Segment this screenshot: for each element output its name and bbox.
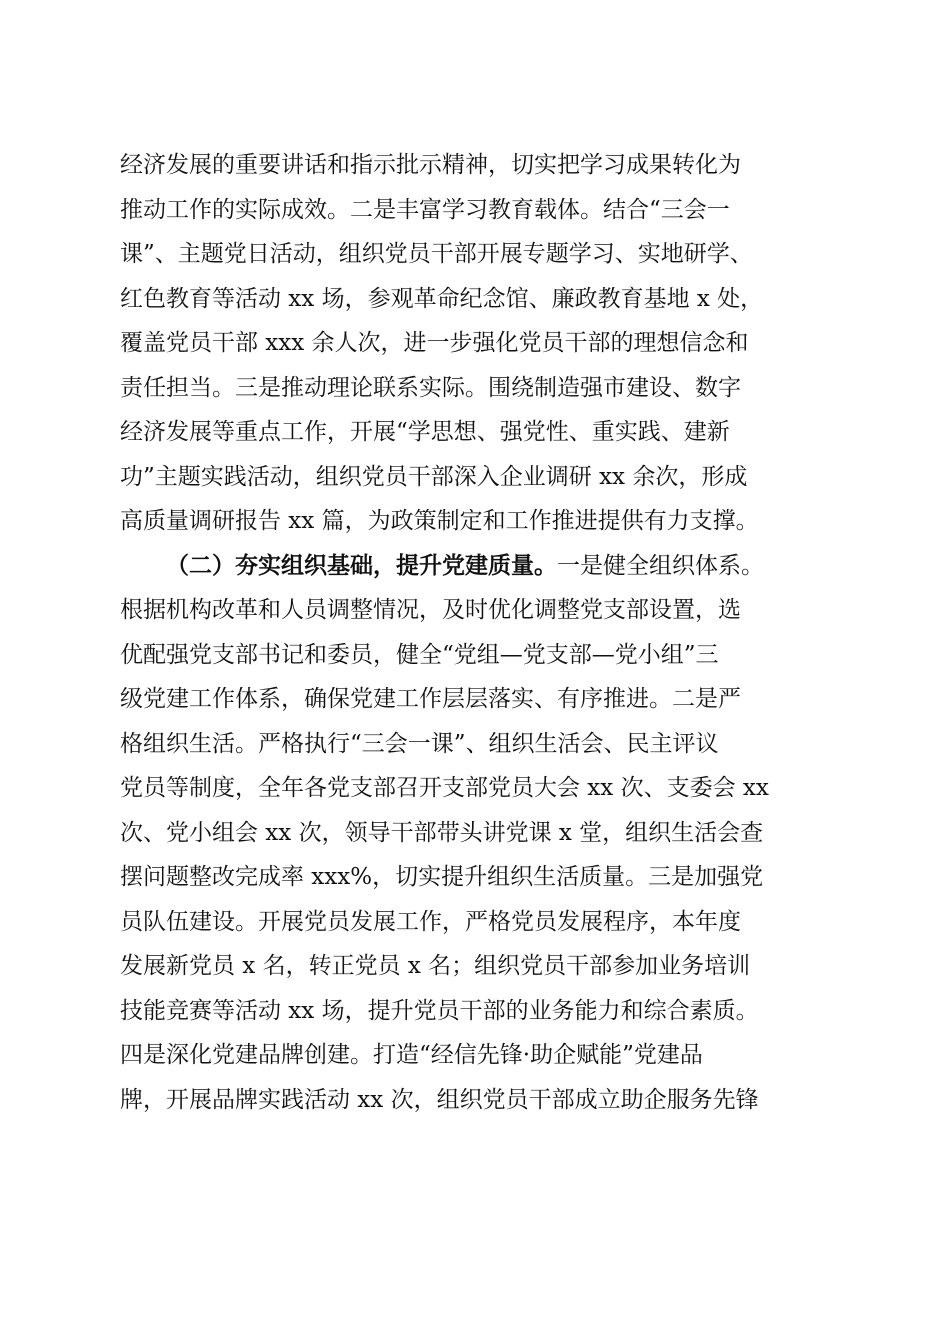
- text-line: 覆盖党员干部 xxx 余人次，进一步强化党员干部的理想信念和: [120, 330, 749, 356]
- text-line: 高质量调研报告 xx 篇，为政策制定和工作推进提供有力支撑。: [120, 508, 759, 534]
- text-line: 优配强党支部书记和委员，健全“党组—党支部—党小组”三: [120, 641, 719, 668]
- text-line: 员队伍建设。开展党员发展工作，严格党员发展程序，本年度: [120, 908, 741, 935]
- text-line: 功”主题实践活动，组织党员干部深入企业调研 xx 余次，形成: [120, 463, 748, 490]
- text-run: 一是健全组织体系。: [557, 552, 764, 579]
- text-line: 根据机构改革和人员调整情况，及时优化调整党支部设置，选: [120, 597, 741, 623]
- text-line: 格组织生活。严格执行“三会一课”、组织生活会、民主评议: [120, 730, 719, 757]
- section-heading-line: [120, 544, 840, 589]
- text-line: 发展新党员 x 名，转正党员 x 名；组织党员干部参加业务培训: [120, 953, 751, 979]
- text-line: 责任担当。三是推动理论联系实际。围绕制造强市建设、数字: [120, 374, 741, 401]
- text-line: 红色教育等活动 xx 场，参观革命纪念馆、廉政教育基地 x 处，: [120, 285, 764, 312]
- text-line: 级党建工作体系，确保党建工作层层落实、有序推进。二是严: [120, 686, 741, 712]
- text-line: 四是深化党建品牌创建。打造“经信先锋·助企赋能”党建品: [120, 1042, 703, 1068]
- text-line: 摆问题整改完成率 xxx%，切实提升组织生活质量。三是加强党: [120, 864, 764, 890]
- text-line: 技能竞赛等活动 xx 场，提升党员干部的业务能力和综合素质。: [120, 997, 759, 1024]
- body-text: [120, 143, 840, 1122]
- text-line: 牌，开展品牌实践活动 xx 次，组织党员干部成立助企服务先锋: [120, 1086, 759, 1113]
- text-line: 课”、主题党日活动，组织党员干部开展专题学习、实地研学、: [120, 241, 753, 267]
- section-heading: （二）夯实组织基础，提升党建质量。: [166, 551, 557, 579]
- text-line: 经济发展的重要讲话和指示批示精神，切实把学习成果转化为: [120, 152, 741, 178]
- text-line: 次、党小组会 xx 次，领导干部带头讲党课 x 堂，组织生活会查: [120, 819, 764, 846]
- text-line: 经济发展等重点工作，开展“学思想、强党性、重实践、建新: [120, 419, 730, 445]
- text-line: 推动工作的实际成效。二是丰富学习教育载体。结合“三会一: [120, 196, 730, 223]
- text-line: 党员等制度，全年各党支部召开支部党员大会 xx 次、支委会 xx: [120, 775, 769, 801]
